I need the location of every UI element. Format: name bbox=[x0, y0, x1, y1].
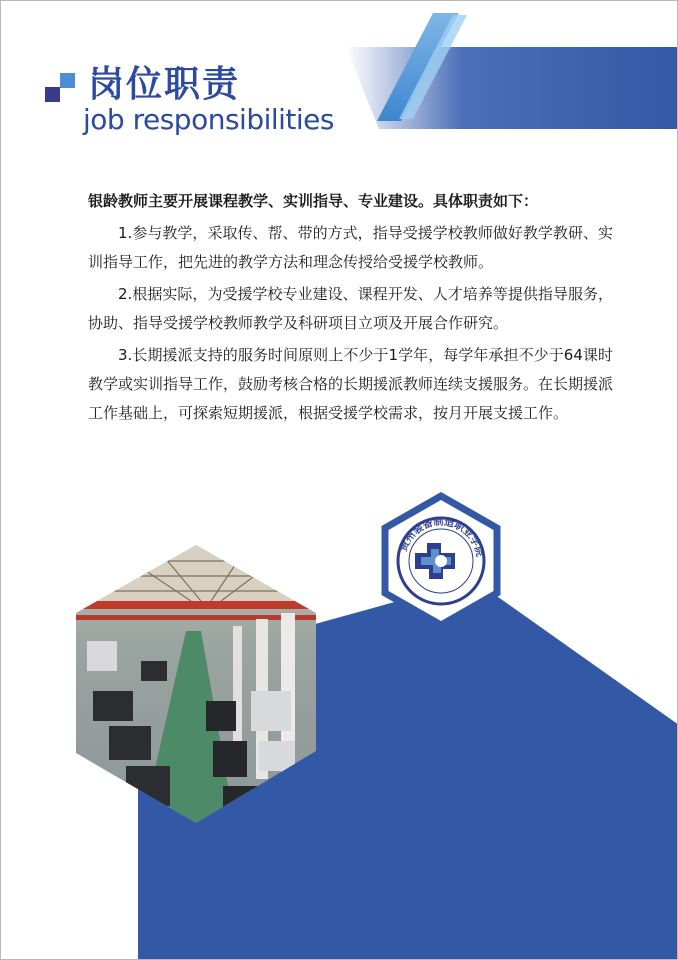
logo-ring-text bbox=[1, 1, 678, 960]
paragraph-1: 1.参与教学，采取传、帮、带的方式，指导受援学校教师做好教学教研、实训指导工作，把先进的教学方法和理念传授给受援学校教师。 bbox=[88, 224, 613, 271]
paragraph-3: 3.长期援派支持的服务时间原则上不少于1学年，每学年承担不少于64课时教学或实训指导工作，鼓励考核合格的长期援派教师连续支援服务。在长期援派工作基础上，可探索短期援派，根据受援学校需求，按月开展支援工作。 bbox=[88, 346, 614, 422]
svg-text:贵州装备制造职业学院 bbox=[397, 515, 487, 558]
intro-text: 银龄教师主要开展课程教学、实训指导、专业建设。具体职责如下： bbox=[88, 192, 539, 210]
paragraph-2: 2.根据实际，为受援学校专业建设、课程开发、人才培养等提供指导服务，协助、指导受援学校教师教学及科研项目立项及开展合作研究。 bbox=[88, 285, 613, 332]
page-subtitle: job responsibilities bbox=[83, 103, 334, 136]
logo-ring-label: 贵州装备制造职业学院 bbox=[398, 516, 485, 558]
page-title: 岗位职责 bbox=[88, 64, 241, 105]
